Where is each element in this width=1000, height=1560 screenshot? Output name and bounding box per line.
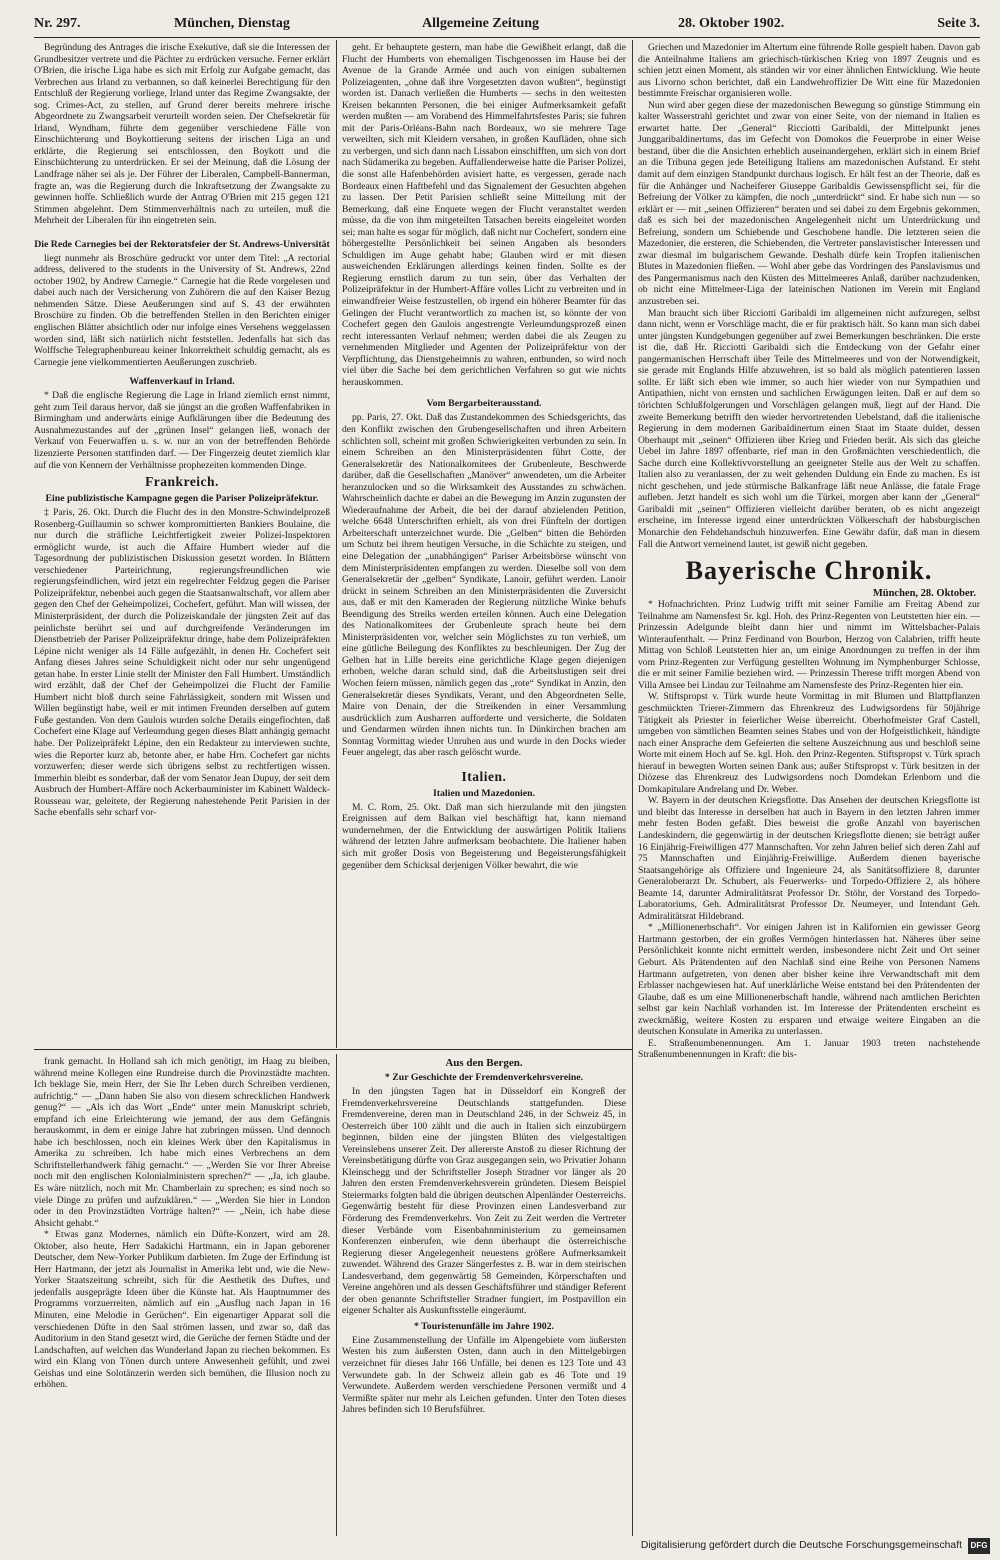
feuilleton-rule <box>34 1049 632 1050</box>
article-paragraph: E. Straßenumbenennungen. Am 1. Januar 1903 treten nachstehende Straßenumbenennungen in Kraft: die bis- <box>638 1037 980 1061</box>
article-heading: * Touristenunfälle im Jahre 1902. <box>414 1320 554 1332</box>
section-heading-france: Frankreich. <box>145 474 219 490</box>
dfg-logo: DFG <box>968 1538 990 1554</box>
article-paragraph: * Etwas ganz Modernes, nämlich ein Düfte-Konzert, wird am 28. Oktober, also heute, Herr Sadakichi Hartmann, ein in Japan geborener Deutscher, dem New-Yorker Publikum darbieten. Im Zuge der Erfindung ist Herr Hartmann, der jetzt als Journalist in Amerika lebt und, wie die New-Yorker Staatszeitung schreibt, sich für die Aesthetik des Duftes, und jedenfalls ausgeprägte Ideen über die Künste hat. Als Hauptnummer des Programms vorzuerreiten, nämlich auf ein „Ausflug nach Japan in 16 Minuten, eine Melodie in Gerüchen“. Ein eigenartiger Apparat soll die verschiedenen Düfte in den Saal strömen lassen, und zwar so, daß das Auditorium in den Stand gesetzt wird, die Gerüche der fernen Städte und der Landschaften, auf welchen das Wunderland Japan zu riechen bekommen. Es wird ein Klang von Tönen durch untere Anwesenheit gefühlt, und zwei Geishas und eine Solotänzerin werden sich bemühen, die Illusion noch zu erhöhen. <box>34 1229 330 1391</box>
section-heading-italy: Italien. <box>461 768 507 784</box>
article-heading: Italien und Mazedonien. <box>432 787 536 799</box>
article-paragraph: liegt nunmehr als Broschüre gedruckt vor unter dem Titel: „A rectorial address, delivered to the students in the University of St. Andrews, 22nd october 1902, by Andrew Carnegie.“ Carnegie hat die Rede vorgelesen und dabei auch nach der Versicherung von Zuhörern die auf den Kaiser Bezug nehmenden Sätze. Diese Aeußerungen sind auf S. 43 der erwähnten Broschüre zu finden. Ob die betreffenden Stellen in den Berichten einiger englischen Blätter absichtlich oder nur infolge eines Versehens weggelassen worden sind, läßt sich natürlich nicht feststellen. Jedenfalls hat sich das Wolffsche Telegraphenbureau keiner Inkorrektheit schuldig gemacht, als es Carnegie jene vielkommentierten Aeußerungen zuschrieb. <box>34 252 330 368</box>
article-heading: Waffenverkauf in Irland. <box>129 376 235 388</box>
article-paragraph: * Daß die englische Regierung die Lage in Irland ziemlich ernst nimmt, geht zum Teil daraus hervor, daß sie jüngst an die großen Waffenfabriken in Birmingham und anderwärts einige Aufklärungen über die Bedeutung des Ausnahmezustandes auf der „grünen Insel“ gelangen ließ, wonach der Verkauf von Feuerwaffen u. s. w. nur an von der betreffenden Behörde lizenzierte Personen stattfinden darf. — Der Fingerzeig deutet ziemlich klar auf die von Kennern der Verhältnisse prophezeiten kommenden Dinge. <box>34 390 330 471</box>
article-paragraph: * Hofnachrichten. Prinz Ludwig trifft mit seiner Familie am Freitag Abend zur Teilnahme am Namensfest Sr. kgl. Hoh. des Prinz-Regenten von Leutstetten hier ein. — Prinzessin Adelgunde bleibt dann hier und nimmt im Wittelsbacher-Palais Winteraufenthalt. — Prinz Ferdinand von Bourbon, Herzog von Calabrien, trifft heute Mittag von Schloß Leutstetten hier an, um einige Anordnungen zu treffen in der ihm vom Prinz-Regenten zur Verfügung gestellten Wohnung im Nymphenburger Schlosse, die er mit seiner Familie beziehen wird. — Prinzessin Therese trifft morgen Abend von Villa Amsee bei Lindau zur Teilnahme am Namensfeste des Prinz-Regenten hier ein. <box>638 599 980 691</box>
column-divider <box>632 40 633 1536</box>
article-paragraph: M. C. Rom, 25. Okt. Daß man sich hierzulande mit den jüngsten Ereignissen auf dem Balkan viel beschäftigt hat, kann niemand wundernehmen, der die Entwicklung der auswärtigen Politik Italiens während der letzten Jahre aufmerksam beobachtete. Die Italiener haben sich mit großer Dosis von Begeisterung und Begeisterungsfähigkeit gegenüber dem Schicksal derjenigen Völker bewahrt, die wie <box>342 801 626 871</box>
page-header <box>34 14 980 36</box>
issue-number: Nr. 297. <box>34 16 81 31</box>
dateline: München, 28. Oktober. <box>872 588 976 600</box>
article-paragraph: pp. Paris, 27. Okt. Daß das Zustandekommen des Schiedsgerichts, das den Konflikt zwischen den Grubengesellschaften und ihren Arbeitern schlichten soll, scheint mit großen Schwierigkeiten verbunden zu sein. In einem Schreiben an den Ministerpräsidenten führt Cotte, der Generalsekretär des Nationalkomitees der Grubenleute, Beschwerde darüber, daß die Gesellschaften „Manöver“ anwendeten, um die Arbeiter heranzulocken und so die Wirksamkeit des Ausstandes zu schwächen. Wahrscheinlich dachte er dabei an die Bewegung im Anzin zugunsten der Wiederaufnahme der Arbeit, die bei der darauf abzielenden Petition, welche 6648 Unterschriften erhielt, als von drei Fünfteln der dortigen Arbeiterschaft unterzeichnet wurde. Die „Gelben“ bitten die Behörden um Schutz bei ihrem heutigen Versuche, in die Schächte zu steigen, und eine Delegation der „unabhängigen“ Pariser Arbeitsbörse wünscht von dem Ministerpräsidenten empfangen zu werden. Dieselbe soll von dem Generalsekretär der „gelben“ Syndikate, Lanoir, geführt werden. Lanoir drückt in seinem Schreiben an den Ministerpräsidenten die Zuversicht aus, daß er mit den Kameraden der Regierung nützliche Winke behufs Beendigung des Streiks werden erteilen können. Auch eine Delegation des Nationalkomitees der Grubenleute sprach heute bei dem Ministerpräsidenten vor, welcher sein Möglichstes zu tun verhieß, um eine gütliche Beilegung des Konfliktes zu beschleunigen. Der Zug der Gelben hat in Lille bereits eine gerichtliche Klage gegen diejenigen erhoben, welche daran schuld sind, daß die Arbeitslustigen seit drei Wochen feiern müssen, nämlich gegen das „rote“ Syndikat in Anzin, den Generalsekretär dieses Syndikats, Verant, und den Abgeordneten Selle, Maire von Denain, der die Streikenden in einer Versammlung ausdrücklich zum Ausharren aufforderte und versicherte, die Soldaten und Gendarmen würden ihnen nichts tun. In Dünkirchen brachen am Sonntag Vormittag wieder Unruhen aus und wurde in den Docks wieder Feuer angelegt, das aber rasch gelöscht wurde. <box>342 412 626 759</box>
article-paragraph: Eine Zusammenstellung der Unfälle im Alpengebiete vom äußersten Westen bis zum äußersten Osten, dann auch in den Mittelgebirgen verzeichnet für dieses Jahr 166 Unfälle, bei denen es 123 Tote und 43 Verwundete gab. In der Schweiz allein gab es 46 Tote und 19 Verwundete. Außerdem werden verschiedene Personen vermißt und 4 Vermißte später nur mehr als Leichen gefunden. Unter den Toten dieses Jahres befinden sich 10 Berufsführer. <box>342 1334 626 1416</box>
place-and-day: München, Dienstag <box>174 16 290 31</box>
article-heading: * Zur Geschichte der Fremdenverkehrsvereine. <box>384 1072 584 1083</box>
feuilleton-right <box>342 1056 626 1536</box>
article-paragraph: W. Bayern in der deutschen Kriegsflotte. Das Ansehen der deutschen Kriegsflotte ist und bleibt das Interesse in derselben hat auch in Bayern in den letzten Jahren immer mehr festen Boden gefaßt. Dies beweist die große Anzahl von bayerischen Landeskindern, die gegenwärtig in der deutschen Kriegsflotte dienen; sie beträgt außer 16 Einjährig-Freiwilligen 477 Mannschaften. Vor zehn Jahren belief sich deren Zahl auf 75 Mannschaften und Einjährig-Freiwillige. Außerdem dienen bayerische Staatsangehörige als Offiziere und Ingenieure 24, als Sanitätsoffiziere 8, darunter Generaloberarzt Dr. Schubert, als Feuerwerks- und Torpedo-Offiziere 2, als höhere Beamte 14, darunter Admiralitätsrat Professor Dr. Stöhr, der Vorstand des Torpedo-Laboratoriums, Geh. Admiralitätsrat Professor Dr. Neumeyer, und Intendant Geh. Admiralitätsrat Hildebrand. <box>638 795 980 922</box>
section-heading-bavaria: Bayerische Chronik. <box>685 556 933 586</box>
article-paragraph: Griechen und Mazedonier im Altertum eine führende Rolle gespielt haben. Davon gab die Anteilnahme Italiens am griechisch-türkischen Krieg von 1897 Zeugnis und es schien jetzt einen Moment, als ständen wir vor einer ähnlichen Entwicklung. Wie heute aus Livorno schon berichtet, daß ein Landwehroffizier De Witt eine für Mazedonien bestimmte Freischar organisieren wolle. <box>638 42 980 100</box>
column-1 <box>34 42 330 1046</box>
article-paragraph: * „Millionenerbschaft“. Vor einigen Jahren ist in Kalifornien ein gewisser Georg Hartmann gestorben, der ein großes Vermögen hinterlassen hat. Näheres über seine Persönlichkeit konnte nicht ermittelt werden, insbesondere nicht Zeit und Ort seiner Geburt. Als Prätendenten auf den Nachlaß sind eine Reihe von Personen Namens Hartmann aufgetreten, von denen aber bisher keine ihre Verwandtschaft mit dem Erblasser nachgewiesen hat. Auf unerklärliche Weise entstand bei den Prätendenten der Glaube, daß es um eine Millionenerbschaft handle, während nach amtlichen Berichten selbst gar kein Nachlaß vorhanden ist. Im Interesse der Prätendenten erscheint es zweckmäßig, weitere Kosten zu ersparen und etwaige weitere Eingaben an die deutschen Konsulate in Amerika zu unterlassen. <box>638 922 980 1038</box>
issue-date: 28. Oktober 1902. <box>678 16 785 31</box>
article-heading: Die Rede Carnegies bei der Rektoratsfeier der St. Andrews-Universität <box>34 238 330 250</box>
article-heading: Eine publizistische Kampagne gegen die Pariser Polizeipräfektur. <box>45 493 319 505</box>
column-3 <box>638 42 980 1536</box>
column-divider <box>336 1054 337 1536</box>
article-paragraph: W. Stiftspropst v. Türk wurde heute Vormittag in mit Blumen und Blattpflanzen geschmückten Trierer-Zimmern das Ehrenkreuz des Ludwigsordens für 50jährige Tätigkeit als Priester in feierlicher Weise überreicht. Oberhofmeister Graf Castell, umgeben von sämtlichen Beamten seines Stabes und von der Hofgeistlichkeit, händigte nach einer Ansprache dem Gefeierten die seltene Auszeichnung aus und beschloß seine Worte mit einem Hoch auf Se. kgl. Hoh. den Prinz-Regenten. Stiftspropst v. Türk sprach hierauf in bewegten Worten seinen Dank aus; außer Stiftspropst v. Türk besitzen in der Diözese das Ehrenkreuz des Ludwigsordens noch Domdekan Erlenborn und die Domkapitulare Andrelang und Dr. Weber. <box>638 691 980 795</box>
article-paragraph: ‡ Paris, 26. Okt. Durch die Flucht des in den Monstre-Schwindelprozeß Rosenberg-Guillaumin so schwer kompromittierten Bankiers Boulaine, die nur durch die sträfliche Leichtfertigkeit zweier Polizei-Inspektoren ermöglicht wurde, ist auch die Affaire Humbert wieder auf die Tagesordnung der publizistischen Diskussion gesetzt worden. In Blättern verschiedener Parteirichtung, regierungsfreundlichen wie regierungsfeindlichen, wird jetzt ein regelrechter Feldzug gegen die Pariser Polizeipräfektur, nebenbei auch gegen die Staatsanwaltschaft, vor allem aber gegen den Chef der Geheimpolizei, Cochefert, geführt. Man will wissen, der Ministerpräsident, der durch die Polizeiskandale der jüngsten Zeit auf das peinlichste berührt sei und auf durchgreifende Veränderungen im Dienstbetrieb der Pariser Polizeipräfektur dringe, habe dem Polizeipräfekten Lépine nicht weniger als 14 Fälle aufgezählt, in denen Hr. Cochefert seit Anfang dieses Jahres seine Schuldigkeit nicht oder nur sehr ungenügend getan habe. In erster Linie stellt der Minister den Fall Humbert. Umständlich wird erzählt, daß der Chef der Geheimpolizei die Flucht der Familie Humbert nicht bloß durch seine Fahrlässigkeit, sondern mit Wissen und Willen begünstigt habe, weil er mit intimen Freunden derselben auf gutem Fuße gestanden. Von dem Gaulois wurden solche Details eingeflochten, daß Cochefert eine Klage auf Verleumdung gegen dieses Blatt anhängig gemacht habe. Der Polizeipräfekt Lépine, den ein Redakteur zu interviewen suchte, wies die Reporter kurz ab, betonte aber, er habe Hrn. Cochefert gar nichts vorzuwerfen; dieser werde sich übrigens selbst zu rechtfertigen wissen. Immerhin bleibt es sonderbar, daß der vom Senator Jean Dupuy, der seit dem Ausbruch der Humbert-Affäre noch Ackerbauminister im Kabinett Waldeck-Rousseau war, geleitete, der Regierung nahestehende Petit Parisien in der Sache ebenfalls sehr scharf vor- <box>34 507 330 819</box>
feuilleton-left <box>34 1056 330 1536</box>
header-rule <box>34 37 980 38</box>
column-divider <box>336 40 337 1048</box>
column-2 <box>342 42 626 1046</box>
credit-text: Digitalisierung gefördert durch die Deutsche Forschungsgemeinschaft <box>640 1540 962 1551</box>
page-number: Seite 3. <box>937 16 980 31</box>
article-paragraph: In den jüngsten Tagen hat in Düsseldorf ein Kongreß der Fremdenverkehrsvereine Deutschlands stattgefunden. Diese Fremdenvereine, deren man in Deutschland 246, in der Schweiz 45, in Oesterreich über 100 zählt und die auch in Italien sich einzubürgern beginnen, bilden eine der jüngsten Blüten des vielgestaltigen Vereinslebens unserer Zeit. Der allererste Anstoß zu dieser Richtung der Vereinsbetätigung dürfte von Graz ausgegangen sein, wo Privatier Johann Kleinschegg und der Schriftsteller Joseph Stradner vor länger als 20 Jahren den ersten Fremdenverkehrsverein gründeten. Diesem Beispiel Steiermarks folgten bald die übrigen deutschen Alpenländer Oesterreichs. Gegenwärtig besteht für diese Provinzen einen Landesverband zur Förderung des Fremdenverkehrs. Von Zeit zu Zeit werden die Vertreter dieser Verbände vom Eisenbahnministerium zu gemeinsamen Konferenzen einberufen, wie denn überhaupt die österreichische Regierung dieser Angelegenheit neuestens größere Aufmerksamkeit zuwendet. Während des Grazer Sängerfestes z. B. war in dem steirischen Landesverband, dem gegenwärtig 58 Gemeinden, Körperschaften und Vereine angehören und als dessen Geschäftsführer und ständiger Referent der oben genannte Schriftsteller Stradner fungiert, im Postpavillon ein eigener Schalter als Auskunftsstelle eingeräumt. <box>342 1086 626 1317</box>
feuilleton-title: Aus den Bergen. <box>445 1057 523 1069</box>
digitization-credit <box>600 1538 990 1556</box>
article-heading: Vom Bergarbeiterausstand. <box>426 398 542 410</box>
article-paragraph: geht. Er behauptete gestern, man habe die Gewißheit erlangt, daß die Flucht der Humberts von ehemaligen Tischgenossen im Hause bei der Avenue de la Grande Armée und auch von einigen subalternen Polizeiagenten, „ohne daß ihre Vorgesetzten davon wußten“, begünstigt worden ist. Danach verließen die Humberts — sechs in den weitesten Kreisen bekannten Personen, die bei einiger Aufmerksamkeit gefaßt werden mußten — am Vorabend des Himmelfahrtsfestes Paris; sie fuhren mit der Paris-Orléans-Bahn nach Bordeaux, wo sie mehrere Tage verweilten, sich mit Kleidern versahen, in großen Kaufläden, ohne sich zu verbergen, und sich dann nach Lissabon einschifften, um sich von dort nach Südamerika zu begeben. Auffallenderweise hatte die Pariser Polizei, die sonst alle Hafenbehörden avisiert hatte, es vergessen, gerade nach Bordeaux einen Haftbefehl und das Signalement der Gesuchten abgehen zu lassen. Der Petit Parisien schließt seine Mitteilung mit der Bemerkung, daß eine Enquete wegen der Flucht veranstaltet werden müsse, da die von ihm mitgeteilten Tatsachen bereits eingeleitet worden sei; man halte es sogar für möglich, daß nicht nur Cochefert, sondern eine höhergestellte Persönlichkeit bei seinen Angaben als besonders Schuldigen im Auge gehabt habe; Glauben wird er mit diesen ausweichenden Erklärungen allerdings keinen finden. Sollte es der Regierung ernstlich darum zu tun sein, über das Verhalten der Polizeipräfektur in der Humbert-Affäre volles Licht zu verbreiten und in einwandfreier Weise festzustellen, ob irgend ein höherer Beamter für das Gelingen der Flucht verantwortlich zu machen ist, so könnte der von Cochefert gegen den Gaulois angestrengte Verleumdungsprozeß einen recht interessanten Verlauf nehmen; werden dabei die als Zeugen zu vernehmenden Mitglieder und Agenten der Polizeipräfektur von der Verpflichtung, das Dienstgeheimnis zu wahren, entbunden, so wird noch viel über die Sache bei dem gerichtlichen Verfahren so gut wie nichts herauskommen. <box>342 42 626 388</box>
newspaper-name: Allgemeine Zeitung <box>422 16 540 31</box>
article-paragraph: Begründung des Antrages die irische Exekutive, daß sie die Interessen der Grundbesitzer vertrete und die Pächter zu erdrücken versuche. Ferner erklärt O'Brien, die irische Liga habe es sich mit Erfolg zur Aufgabe gemacht, das Verbrechen aus Irland zu verbannen, so daß keinerlei Berechtigung für den Entschluß der Regierung vorliege, Irland unter das Regime Zwangsakte, der sog. Crimes-Act, zu stellen, auf Grund derer bereits mehrere irische Abgeordnete zu Zwangsarbeit verurteilt worden seien. Der Chefsekretär für Irland, Wyndham, führte dem gegenüber verschiedene Fälle von Einschüchterung und Boykottierung seitens der irischen Liga an und erklärte, die Regierung sei entschlossen, den Boykott und die Einschüchterung zu unterdrücken. Er sei der Meinung, daß die Lösung der Landfrage näher sei als je. Der Führer der Liberalen, Campbell-Bannerman, fragte an, was die Regierung durch die Inkraftsetzung der Zwangsakte zu gewinnen hoffe. Schließlich wurde der Antrag O'Brien mit 215 gegen 121 Stimmen abgelehnt. Dem Stimmenverhältnis nach zu urteilen, muß die Mehrheit der Liberalen für ihn eingetreten sein. <box>34 42 330 227</box>
article-paragraph: frank gemacht. In Holland sah ich mich genötigt, im Haag zu bleiben, während meine Kollegen eine Rundreise durch die Provinzstädte machten. Ich beklage Sie, mein Herr, der Sie Ihr Leben durch Schreiben verdienen, aufrichtig.“ — „Dann haben Sie also von diesem schrecklichen Handwerk genug?“ — „Als ich das Wort „Ende“ unter mein Manuskript schrieb, empfand ich eine Erleichterung wie jemand, der aus dem Gefängnis herauskommt, in dem er einige Jahre hat zubringen müssen. Und dennoch habe ich beschlossen, noch ein kleines Werk über den Kapitalismus in Amerika zu schreiben. Ich habe mich eines Verbrechens an dem Schriftstellerhandwerk fähig gemacht.“ — „Werden Sie vor Ihrer Abreise noch mit den englischen Kolonialministern sprechen?“ — „Ja, ich glaube. Es wäre nützlich, noch mit Mr. Chamberlain zu sprechen; es sind noch so viele Dinge zu prüfen und aufzuklären.“ — „Werden Sie hier in London oder in den Provinzstädten Vorträge halten?“ — „Nein, ich habe diese Absicht gehabt.“ <box>34 1056 330 1229</box>
article-paragraph: Man braucht sich über Ricciotti Garibaldi im allgemeinen nicht aufzuregen, selbst dann nicht, wenn er Vorschläge macht, die er für praktisch hält. So kann man sich dabei unter jüngsten Kundgebungen gegenüber auf zwei Bemerkungen beschränken. Die erste ist die, daß Hr. Ricciotti Garibaldi sich die Entdeckung von der Gefahr einer pangermanischen Herrschaft über Teile des Mittelmeeres und von der Notwendigkeit, sie gerade mit Englands Hilfe abzuwehren, ist so bald als möglich patentieren lassen sollte. Er läßt sich eben wie immer, so auch hier wieder von nur Sympathien und Antipathien, nicht von ernsten und sachlichen Erwägungen leiten. Daß er auf dem so törichten Schlußfolgerungen und Vorschlägen gelangen muß, liegt auf der Hand. Die zweite Bemerkung betrifft den wieder hervortretenden Uebelstand, daß die italienische Regierung in dem modernen Garibaldinertum einen Staat im Staate duldet, dessen Oberhaupt mit „seinen“ Offizieren über Krieg und Frieden berät. Als sich das gleiche Uebel im Jahre 1897 offenbarte, rief man in den Großmächten verschiedentlich, die Sache durch eine Kollektivvorstellung an geeigneter Stelle aus der Welt zu schaffen. Italien also zu veranlassen, der zu weit gehenden Duldung ein Ende zu machen. Es ist nicht geschehen, und jede stürmische Balkanfrage läßt neue Anlässe, die fatale Frage aufleben. Jetzt handelt es sich wohl um die Türkei, morgen aber kann der „General“ Garibaldi mit „seinen“ Offizieren vielleicht darüber beraten, ob es nicht angezeigt erscheine, im Interesse irgend einer unterdrückten Völkerschaft der habsburgischen Monarchie den Fehdehandschuh hinzuwerfen. Eine Gewähr dafür, daß man in diesem Fall die Antwort verneinend lautet, ist gewiß nicht gegeben. <box>638 307 980 550</box>
article-paragraph: Nun wird aber gegen diese der mazedonischen Bewegung so günstige Stimmung ein kalter Wasserstrahl gerichtet und zwar von einer Seite, von der niemand in Italien es erwartet hatte. Der „General“ Ricciotti Garibaldi, der Mittelpunkt jenes Junggaribaldinertums, das im Gefecht von Domokos die Feuerprobe in einer Weise bestand, über die die Ansichten erheblich auseinandergehen, erklärt sich in einem Brief an die Tribuna gegen jede Beteiligung Italiens am mazedonischen Aufstand. Er steht damit auf dem einzigen Standpunkt durchaus logisch. Er hält fest an der Theorie, daß es für die Anhänger und Nacheiferer Giuseppe Garibaldis Gewissenspflicht sei, für die Befreiung der Völker zu kämpfen, die noch „unterdrückt“ sind. Er habe sich nun — so erklärt er — mit „seinen Offizieren“ beraten und sei dabei zu dem Ergebnis gekommen, daß es sich bei der mazedonischen Angelegenheit nicht um Unterdrückung und Befreiung, sondern um Schiebende und Geschobene handle. Die letzteren seien die Mazedonier, die ersteren, die Schiebenden, die Vertreter panslavistischer Interessen und zwar diesmal im bulgarischem Gewande. Deshalb dürfe kein Tropfen italienischen Blutes in Mazedonien fließen. — Wohl aber gebe das Vordringen des Panslavismus und des Pangermanismus nach den Küsten des Mittelmeeres Anlaß, darüber nachzudenken, ob nicht eine Mittelmeer-Liga der lateinischen Nationen im Verein mit England anzustreben sei. <box>638 99 980 308</box>
